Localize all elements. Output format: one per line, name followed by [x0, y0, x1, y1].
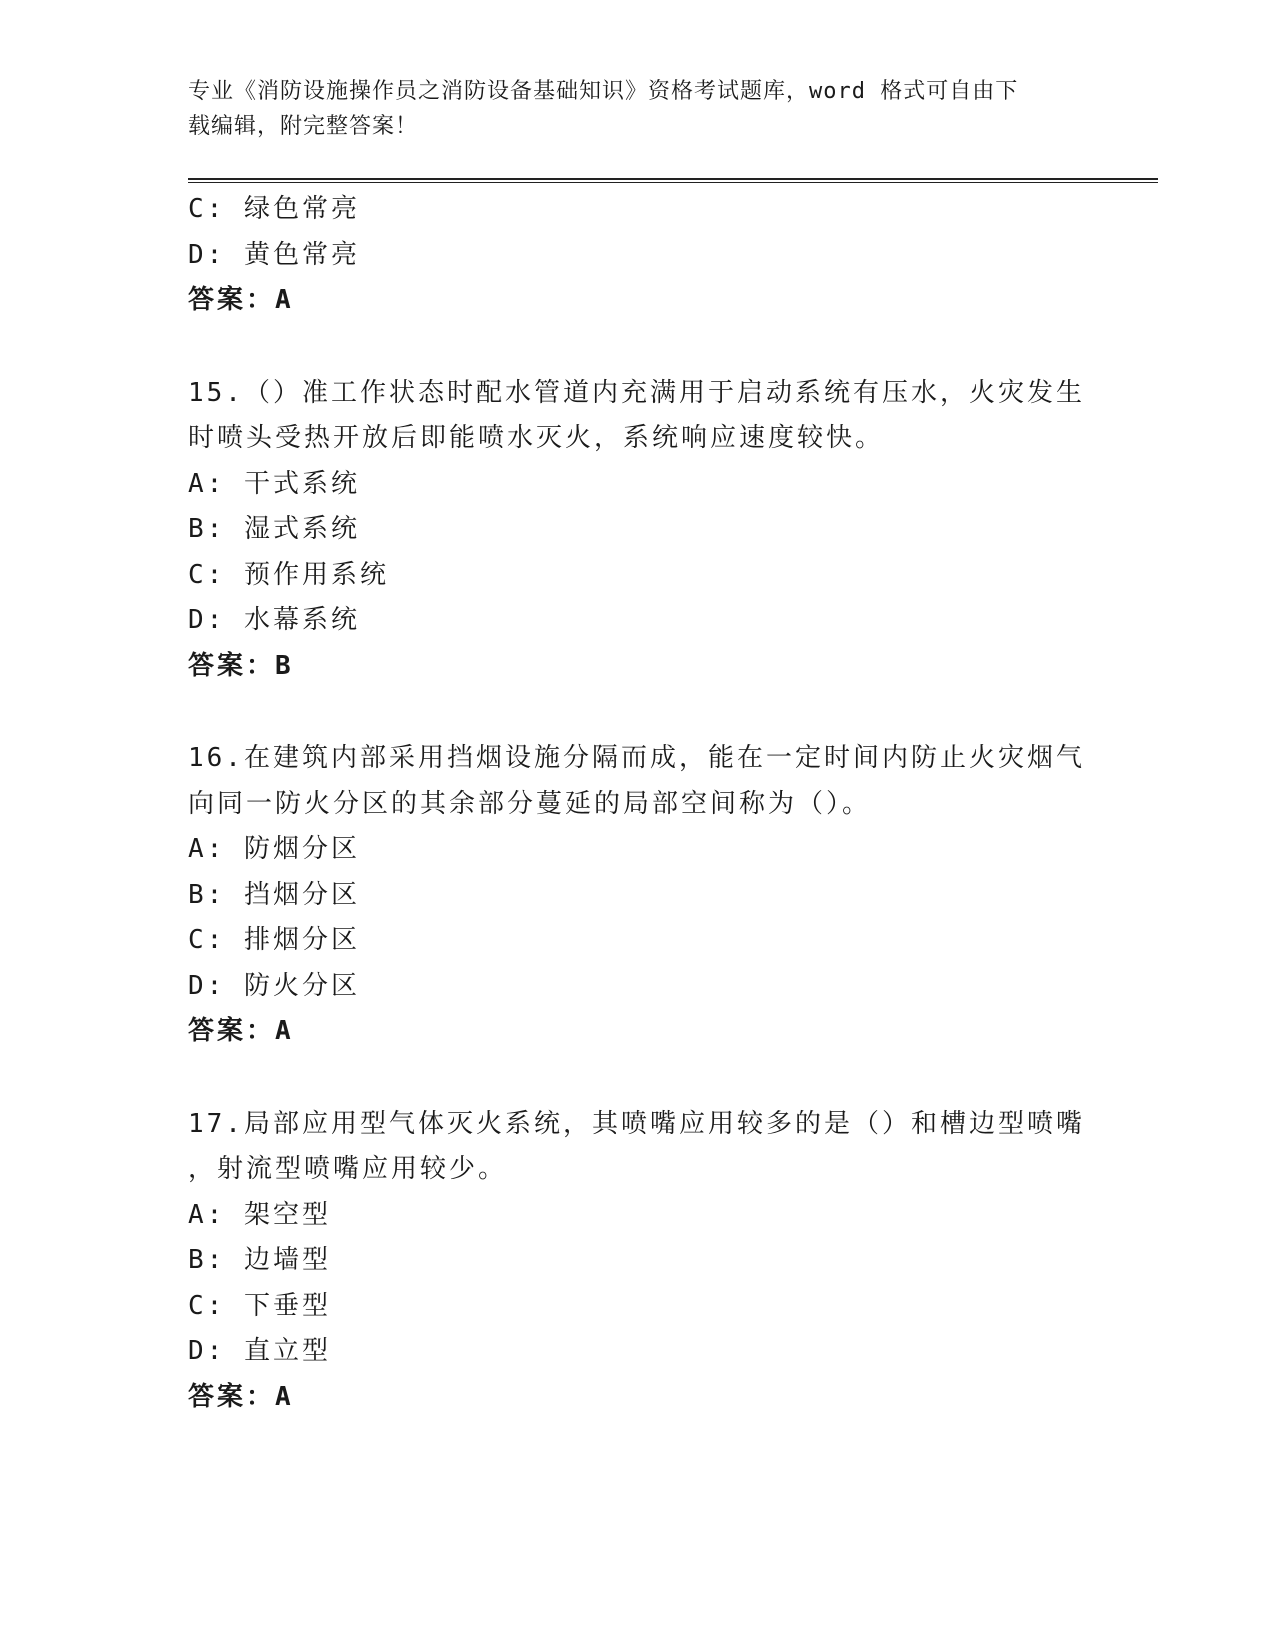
option-c: C: 绿色常亮 — [188, 194, 360, 224]
option-a: A: 架空型 — [188, 1199, 331, 1230]
header-line-2: 载编辑，附完整答案！ — [188, 114, 419, 139]
question-text-line-2: ，射流型喷嘴应用较少。 — [188, 1154, 508, 1184]
question-17 — [188, 1102, 1088, 1421]
header-line-1: 专业《消防设施操作员之消防设备基础知识》资格考试题库，word 格式可自由下 — [188, 79, 1019, 104]
option-a: A: 防烟分区 — [188, 834, 360, 864]
spacer — [188, 689, 1088, 736]
question-text-line-1: 16.在建筑内部采用挡烟设施分隔而成，能在一定时间内防止火灾烟气 — [188, 743, 1085, 773]
option-d: D: 直立型 — [188, 1336, 331, 1366]
option-d: D: 黄色常亮 — [188, 239, 360, 270]
option-b: B: 边墙型 — [188, 1245, 331, 1275]
question-15 — [188, 371, 1088, 690]
question-text-line-2: 时喷头受热开放后即能喷水灭火，系统响应速度较快。 — [188, 423, 885, 453]
header-divider — [188, 178, 1158, 183]
question-text-line-1: 15.（）准工作状态时配水管道内充满用于启动系统有压水，火灾发生 — [188, 377, 1085, 408]
option-c: C: 下垂型 — [188, 1290, 331, 1321]
option-c: C: 预作用系统 — [188, 559, 389, 590]
spacer — [188, 1055, 1088, 1102]
question-text-line-1: 17.局部应用型气体灭火系统，其喷嘴应用较多的是（）和槽边型喷嘴 — [188, 1108, 1085, 1139]
previous-question-tail — [188, 187, 1088, 324]
answer-line: 答案：A — [188, 1016, 294, 1046]
answer-line: 答案：A — [188, 1381, 294, 1412]
question-16 — [188, 736, 1088, 1055]
option-c: C: 排烟分区 — [188, 925, 360, 955]
answer-line: 答案：A — [188, 285, 294, 315]
option-d: D: 防火分区 — [188, 970, 360, 1001]
question-content — [188, 187, 1088, 1420]
spacer — [188, 324, 1088, 371]
question-text-line-2: 向同一防火分区的其余部分蔓延的局部空间称为（）。 — [188, 788, 872, 819]
option-b: B: 湿式系统 — [188, 514, 360, 544]
answer-line: 答案：B — [188, 650, 294, 681]
option-b: B: 挡烟分区 — [188, 879, 360, 910]
document-header — [188, 74, 1088, 144]
option-d: D: 水幕系统 — [188, 605, 360, 635]
option-a: A: 干式系统 — [188, 468, 360, 499]
